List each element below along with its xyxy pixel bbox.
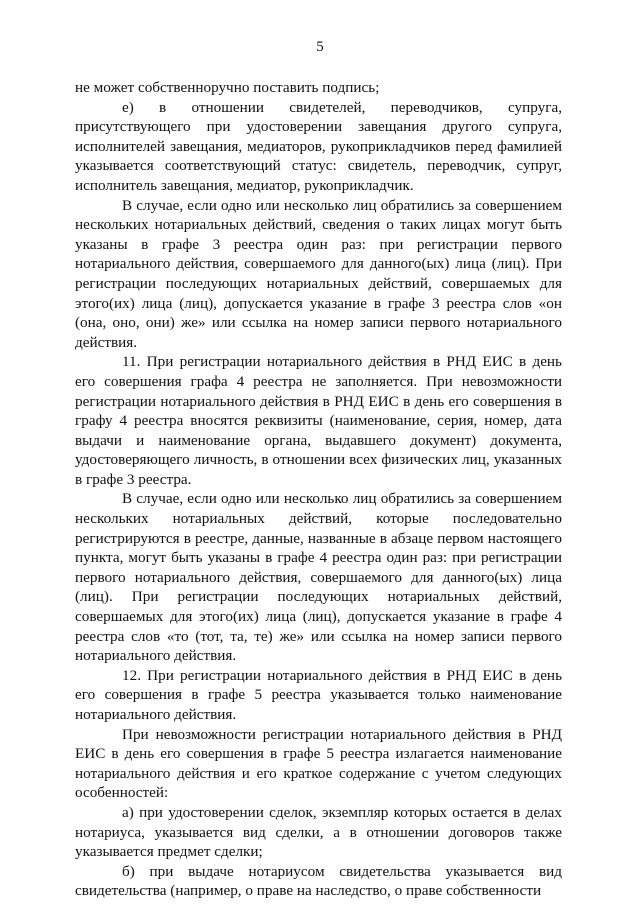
paragraph-graph5-impossibility: При невозможности регистрации нотариального действия в РНД ЕИС в день его совершения в графе 5 реестра излагается наименование нотариального действия и его краткое содержание с учетом следующих особенностей: xyxy=(75,725,562,802)
page-number: 5 xyxy=(316,39,324,55)
paragraph-graph4-multiple-persons: В случае, если одно или несколько лиц обратились за совершением нескольких нотариальных действий, которые последовательно регистрируются в реестре, данные, названные в абзаце первом настоящего пункта, могут быть указаны в графе 4 реестра один раз: при регистрации первого нотариального действия, совершаемого для данного(ых) лица (лиц). При регистрации последующих нотариальных действий, совершаемых для этого(их) лица (лиц), допускается указание в графе 4 реестра слов «то (тот, та, те) же» или ссылка на номер записи первого нотариального действия. xyxy=(75,490,562,665)
paragraph-item-a: а) при удостоверении сделок, экземпляр которых остается в делах нотариуса, указывается вид сделки, а в отношении договоров также указывается предмет сделки; xyxy=(75,803,562,861)
paragraph-clause-12: 12. При регистрации нотариального действия в РНД ЕИС в день его совершения в графе 5 реестра указывается только наименование нотариального действия. xyxy=(75,666,562,723)
paragraph-clause-11: 11. При регистрации нотариального действия в РНД ЕИС в день его совершения графа 4 реестра не заполняется. При невозможности регистрации нотариального действия в РНД ЕИС в день его совершения в графу 4 реестра вносятся реквизиты (наименование, серия, номер, дата выдачи и наименование органа, выдавшего документ) документа, удостоверяющего личность, в отношении всех физических лиц, указанных в графе 3 реестра. xyxy=(75,353,562,488)
document-body xyxy=(75,78,562,901)
paragraph-item-e: е) в отношении свидетелей, переводчиков, супруга, присутствующего при удостоверении завещания другого супруга, исполнителей завещания, медиаторов, рукоприкладчиков перед фамилией указывается соответствующий статус: свидетель, переводчик, супруг, исполнитель завещания, медиатор, рукоприкладчик. xyxy=(75,98,562,194)
paragraph-continuation: не может собственноручно поставить подпись; xyxy=(75,79,380,96)
paragraph-item-b: б) при выдаче нотариусом свидетельства указывается вид свидетельства (например, о праве на наследство, о праве собственности xyxy=(75,862,562,900)
paragraph-graph3-multiple-persons: В случае, если одно или несколько лиц обратились за совершением нескольких нотариальных действий, сведения о таких лицах могут быть указаны в графе 3 реестра один раз: при регистрации первого нотариального действия, совершаемого для данного(ых) лица (лиц). При регистрации последующих нотариальных действий, совершаемых для этого(их) лица (лиц), допускается указание в графе 3 реестра слов «он (она, оно, они) же» или ссылка на номер записи первого нотариального действия. xyxy=(75,196,562,351)
